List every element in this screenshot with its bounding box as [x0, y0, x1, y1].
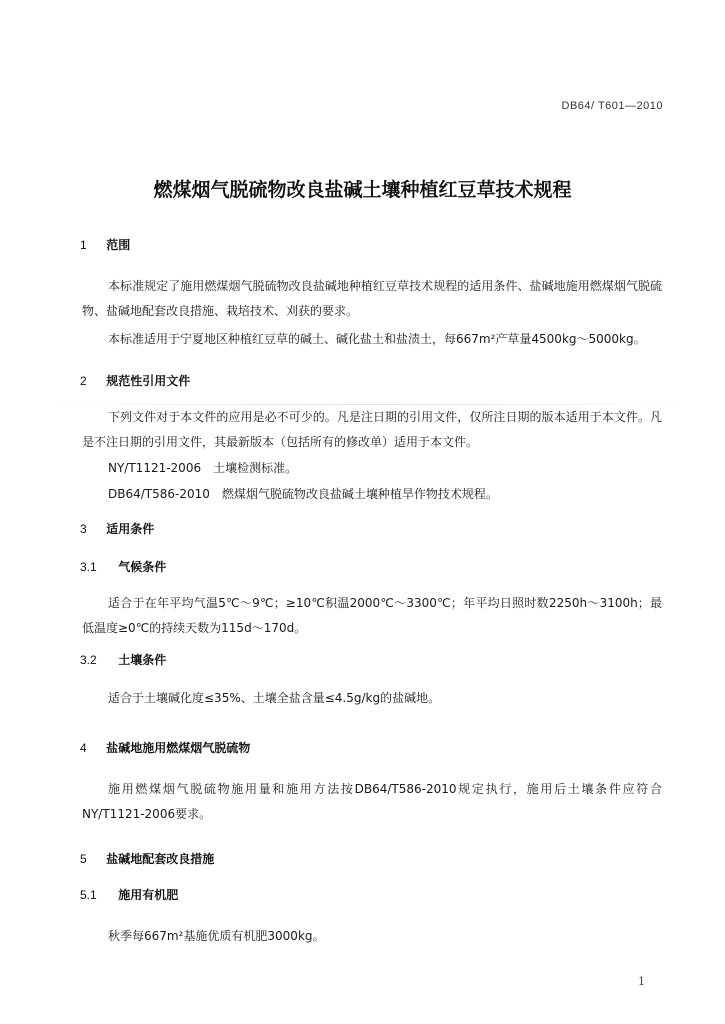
section-title: 范围	[106, 238, 131, 252]
section-title: 规范性引用文件	[106, 374, 191, 388]
section-5-heading	[80, 850, 214, 867]
section-5-1-heading	[80, 886, 178, 903]
page-number: 1	[638, 975, 645, 988]
section-title: 土壤条件	[118, 653, 167, 667]
section-4-heading	[80, 739, 250, 756]
section-3-1-paragraph: 适合于在年平均气温5℃～9℃；≥10℃积温2000℃～3300℃；年平均日照时数2250h～3100h；最低温度≥0℃的持续天数为115d～170d。	[82, 596, 662, 635]
section-number: 3.2	[80, 653, 97, 667]
section-number: 2	[80, 374, 87, 388]
section-4-paragraph: 施用燃煤烟气脱硫物施用量和施用方法按DB64/T586-2010规定执行，施用后土壤条件应符合NY/T1121-2006要求。	[82, 782, 662, 821]
section-3-heading	[80, 520, 154, 537]
section-number: 3	[80, 522, 87, 536]
section-title: 气候条件	[118, 560, 167, 574]
section-number: 1	[80, 238, 87, 252]
section-2-heading	[80, 372, 190, 389]
document-title: 燃煤烟气脱硫物改良盐碱土壤种植红豆草技术规程	[153, 179, 572, 201]
section-5-1-paragraph: 秋季每667m²基施优质有机肥3000kg。	[108, 929, 325, 943]
section-1-paragraph-2: 本标准适用于宁夏地区种植红豆草的碱土、碱化盐土和盐渍土，每667m²产草量4500kg～5000kg。	[108, 332, 646, 346]
section-title: 施用有机肥	[118, 888, 179, 902]
reference-2: DB64/T586-2010 燃煤烟气脱硫物改良盐碱土壤种植旱作物技术规程。	[108, 487, 498, 501]
section-title: 适用条件	[106, 522, 155, 536]
section-number: 5	[80, 852, 87, 866]
section-1-heading	[80, 236, 130, 253]
section-number: 4	[80, 741, 87, 755]
section-2-paragraph-1: 下列文件对于本文件的应用是必不可少的。凡是注日期的引用文件，仅所注日期的版本适用于本文件。凡是不注日期的引用文件，其最新版本（包括所有的修改单）适用于本文件。	[82, 410, 662, 449]
section-3-1-heading	[80, 558, 166, 575]
section-1-paragraph-1: 本标准规定了施用燃煤烟气脱硫物改良盐碱地种植红豆草技术规程的适用条件、盐碱地施用燃煤烟气脱硫物、盐碱地配套改良措施、栽培技术、刈获的要求。	[82, 279, 662, 318]
section-3-2-heading	[80, 651, 166, 668]
section-title: 盐碱地施用燃煤烟气脱硫物	[106, 741, 251, 755]
standard-code: DB64/ T601—2010	[561, 100, 663, 112]
reference-1: NY/T1121-2006 土壤检测标准。	[108, 461, 298, 475]
section-number: 5.1	[80, 888, 97, 902]
section-title: 盐碱地配套改良措施	[106, 852, 215, 866]
section-3-2-paragraph: 适合于土壤碱化度≤35%、土壤全盐含量≤4.5g/kg的盐碱地。	[108, 691, 441, 705]
section-number: 3.1	[80, 560, 97, 574]
